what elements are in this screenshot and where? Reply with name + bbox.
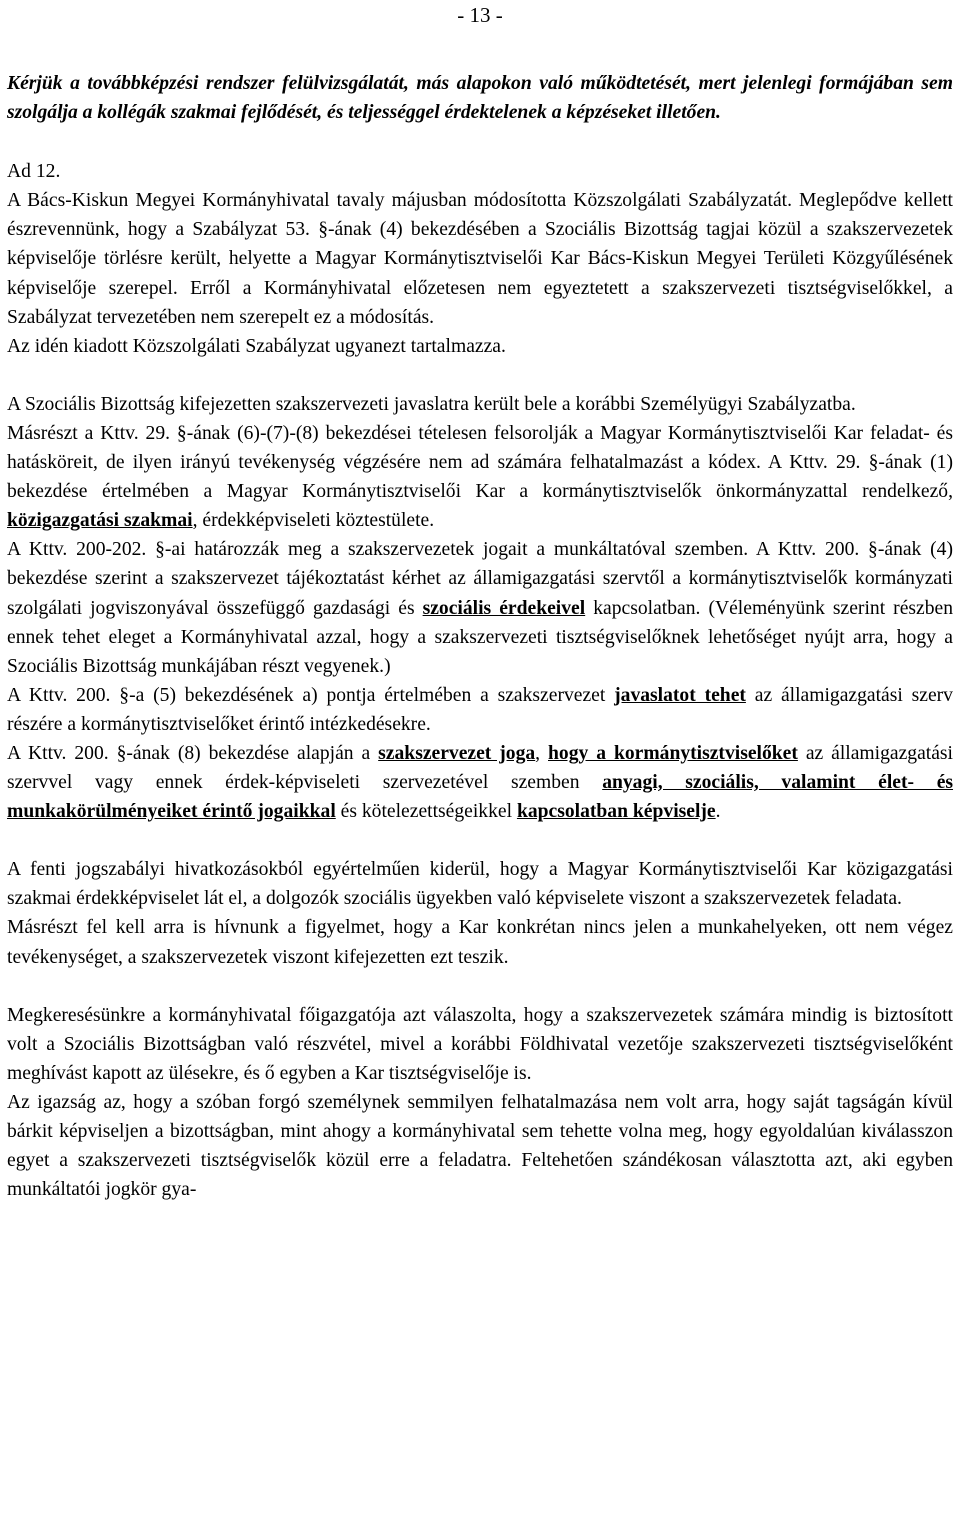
- paragraph-text: , érdekképviseleti köztestülete.: [192, 510, 435, 532]
- paragraph-text: A Kttv. 200. §-a (5) bekezdésének a) pontja értelmében a szakszervezet: [7, 684, 615, 706]
- paragraph-megkereses: Megkeresésünkre a kormányhivatal főigazgatója azt válaszolta, hogy a szakszervezetek számára mindig is biztosított volt a Szociális Bizottságban való részvétel, mivel a korábbi Földhivatal vezetője szakszervezeti tisztségviselőként meghívást kapott az ülésekre, és ő egyben a Kar tisztségviselője is.: [7, 1004, 953, 1084]
- paragraph-text: Másrészt a Kttv. 29. §-ának (6)-(7)-(8) bekezdései tételesen felsorolják a Magyar Kormánytisztviselői Kar feladat- és hatásköreit, de ilyen irányú tevékenység végzésére nem ad számára felhatalmazást a kódex. A Kttv. 29. §-ának (1) bekezdése értelmében a Magyar Kormánytisztviselői Kar a kormánytisztviselők önkormányzattal rendelkező,: [7, 422, 953, 503]
- paragraph-kttv-200-8: [7, 739, 953, 826]
- emphasis-szakszervezet-joga: szakszervezet joga: [378, 742, 536, 764]
- paragraph-szabalyzat: [7, 186, 953, 331]
- paragraph-text: az államigazgatási szervvel vagy ennek érdek-képviseleti szervezetével szemben: [7, 742, 953, 794]
- emphasis-kepviselet: hogy a kormánytisztviselőket: [548, 742, 798, 764]
- paragraph-text: A Kttv. 200. §-ának (8) bekezdése alapján a: [7, 742, 379, 764]
- intro-paragraph: Kérjük a továbbképzési rendszer felülvizsgálatát, más alapokon való működtetését, mert jelenlegi formájában sem szolgálja a kollégák szakmai fejlődését, és teljességgel érdektelenek a képzéseket illetően.: [7, 73, 953, 124]
- emphasis-kozigazgatasi-szakmai: közigazgatási szakmai: [7, 510, 193, 532]
- emphasis-szocialis-erdekeivel: szociális érdekeivel: [422, 597, 586, 619]
- document-body: [7, 69, 953, 1204]
- paragraph-kttv-200-4: [7, 535, 953, 680]
- paragraph-text: az államigazgatási szerv részére a kormánytisztviselőket érintő intézkedésekre.: [7, 684, 953, 735]
- paragraph-text: A Bács-Kiskun Megyei Kormányhivatal tavaly májusban módosította Közszolgálati Szabályzatát. Meglepődve kellett észrevennünk, hogy a Szabályzat 53. §-ának (4) bekezdésében a Szociális Bizottság tagjai közül a szakszervezetek képviselője törlésre került, helyette a Magyar Kormánytisztviselői Kar Bács-Kiskun Megyei Területi Közgyűlésének képviselője szerepel. Erről a Kormányhivatal előzetesen nem egyeztetett a szakszervezeti tisztségviselőkkel, a Szabályzat tervezetében nem szerepelt ez a módosítás.: [7, 190, 953, 328]
- paragraph-igazsag: Az igazság az, hogy a szóban forgó személynek semmilyen felhatalmazása nem volt arra, hogy saját tagságán kívül bárkit képviseljen a bizottságban, mint ahogy a kormányhivatal sem tehette volna meg, hogy egyoldalúan kiválasszon egyet a szakszervezeti tisztségviselők közül erre a feladatra. Feltehetően szándékosan választotta azt, aki egyben munkáltatói jogkör gya-: [7, 1091, 953, 1201]
- section-heading: Ad 12.: [7, 161, 61, 183]
- paragraph-kttv-200-5: [7, 681, 953, 739]
- paragraph-text: A Kttv. 200-202. §-ai határozzák meg a szakszervezetek jogait a munkáltatóval szemben. A Kttv. 200. §-ának (4) bekezdése szerint a szakszervezet tájékoztatást kérhet az államigazgatási szervtől a kormánytisztviselők kormányzati szolgálati jogviszonyával összefüggő gazdasági és: [7, 539, 953, 619]
- emphasis-jogaikkal: anyagi, szociális, valamint élet- és munkakörülményeiket érintő jogaikkal: [7, 772, 954, 823]
- paragraph-text: .: [715, 801, 721, 823]
- paragraph-text: ,: [535, 742, 548, 764]
- paragraph-text: kapcsolatban. (Véleményünk szerint részben ennek tehet eleget a Kormányhivatal azzal, hogy a szakszervezeti tisztségviselőknek lehetőséget nyújt arra, hogy a Szociális Bizottság munkájában részt vegyenek.): [7, 597, 954, 677]
- paragraph-szocialis-bizottsag: A Szociális Bizottság kifejezetten szakszervezeti javaslatra került bele a korábbi Személyügyi Szabályzatba.: [7, 393, 856, 415]
- paragraph-kttv-29: [7, 419, 953, 535]
- emphasis-javaslatot-tehet: javaslatot tehet: [614, 684, 746, 706]
- paragraph-szabalyzat-tartalom: Az idén kiadott Közszolgálati Szabályzat ugyanezt tartalmazza.: [7, 335, 506, 357]
- paragraph-kovetkeztetes: A fenti jogszabályi hivatkozásokból egyértelműen kiderül, hogy a Magyar Kormánytisztviselői Kar közigazgatási szakmai érdekképviselet lát el, a dolgozók szociális ügyekben való képviselete viszont a szakszervezetek feladata.: [7, 859, 953, 910]
- paragraph-text: és kötelezettségeikkel: [335, 801, 517, 823]
- page-number: - 13 -: [457, 3, 503, 27]
- emphasis-kapcsolatban-kepviselje: kapcsolatban képviselje: [516, 801, 716, 823]
- paragraph-kar-jelenlet: Másrészt fel kell arra is hívnunk a figyelmet, hogy a Kar konkrétan nincs jelen a munkahelyeken, ott nem végez tevékenységet, a szakszervezetek viszont kifejezetten ezt teszik.: [7, 917, 953, 968]
